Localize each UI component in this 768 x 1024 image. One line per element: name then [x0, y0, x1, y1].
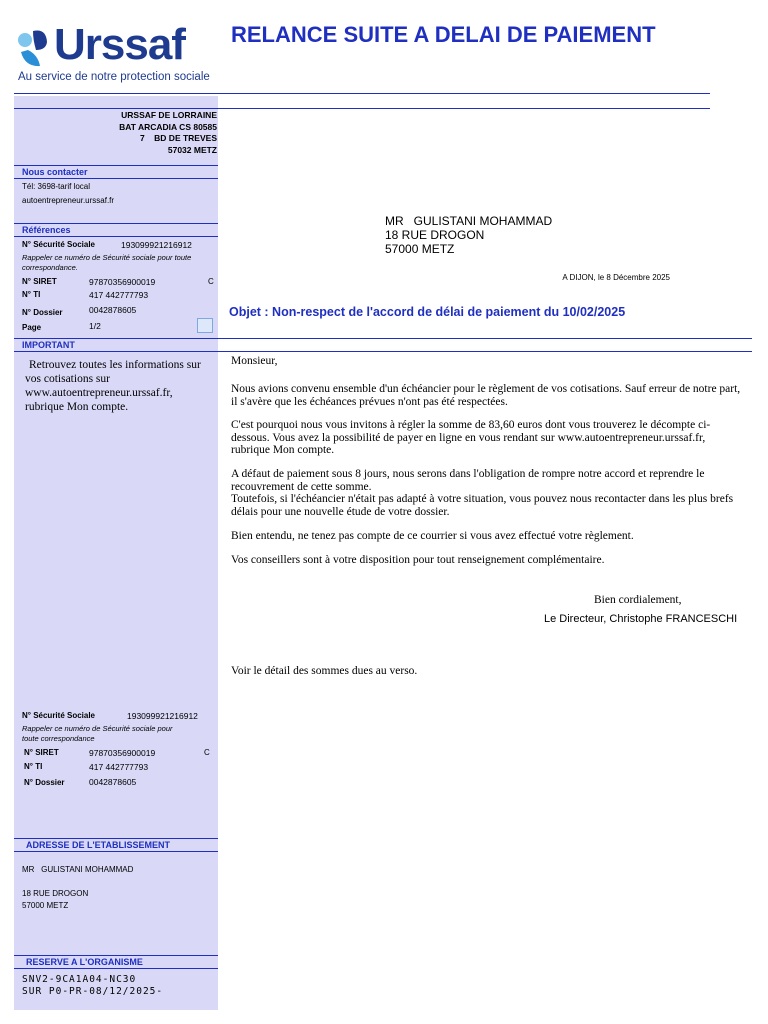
important-text: Retrouvez toutes les informations sur vos cotisations sur www.autoentrepreneur.urssaf.fr, rubrique Mon compte. [25, 359, 201, 413]
secu-value: 193099921216912 [121, 240, 192, 250]
header-rule [14, 93, 710, 94]
letter-subject: Objet : Non-respect de l'accord de délai de paiement du 10/02/2025 [229, 305, 626, 319]
letter-paragraph-4: Bien entendu, ne tenez pas compte de ce courrier si vous avez effectué votre règlement. [231, 530, 634, 542]
sender-address [14, 110, 217, 156]
siret-label-2: N° SIRET [24, 748, 59, 757]
important-rule-2 [218, 351, 752, 352]
contact-section-heading: Nous contacter [14, 165, 218, 179]
secu-note-2: Rappeler ce numéro de Sécurité sociale pour toute correspondance [22, 724, 173, 743]
siret-value-2: 97870356900019 [89, 748, 156, 758]
siret-key-2: C [204, 748, 210, 757]
letter-paragraph-2: C'est pourquoi nous vous invitons à régler la somme de 83,60 euros dont vous trouverez le décompte ci-dessous. Vous avez la possibilité de payer en ligne en vous rendant sur www.autoentrepreneur.urssaf.fr, rubrique Mon compte. [231, 419, 711, 456]
checkbox-box [197, 318, 213, 333]
establishment-section-heading: ADRESSE DE L'ETABLISSEMENT [14, 838, 218, 852]
sidebar-top-rule [14, 108, 710, 109]
sender-line-1: URSSAF DE LORRAINE [121, 110, 217, 120]
recipient-line-3: 57000 METZ [385, 242, 455, 256]
ti-value-2: 417 442777793 [89, 762, 149, 772]
siret-key: C [208, 277, 214, 286]
siret-value: 97870356900019 [89, 277, 156, 287]
page-label: Page [22, 323, 42, 332]
reserve-line-1: SNV2-9CA1A04-NC30 [22, 974, 137, 985]
letter-paragraph-3b: Toutefois, si l'échéancier n'était pas adapté à votre situation, vous pouvez nous recontacter dans les plus brefs délais pour une nouvelle étude de votre dossier. [231, 493, 734, 518]
reserve-section-heading: RESERVE A L'ORGANISME [14, 955, 218, 969]
dossier-label-2: N° Dossier [24, 778, 65, 787]
ti-label: N° TI [22, 290, 41, 299]
document-title: RELANCE SUITE A DELAI DE PAIEMENT [231, 22, 656, 47]
letter-date: A DIJON, le 8 Décembre 2025 [562, 273, 670, 282]
ti-label-2: N° TI [24, 762, 43, 771]
dossier-value-2: 0042878605 [89, 777, 137, 787]
logo-tagline: Au service de notre protection sociale [18, 71, 210, 83]
important-section-heading: IMPORTANT [14, 338, 218, 352]
secu-value-2: 193099921216912 [127, 711, 198, 721]
secu-label: N° Sécurité Sociale [22, 240, 96, 249]
secu-note: Rappeler ce numéro de Sécurité sociale pour toute correspondance. [22, 253, 192, 272]
establishment-name: MR GULISTANI MOHAMMAD [22, 865, 134, 874]
logo-brand: Urssaf [54, 20, 185, 69]
recipient-line-2: 18 RUE DROGON [385, 228, 485, 242]
sender-line-2: BAT ARCADIA CS 80585 [119, 121, 217, 132]
letter-closing: Bien cordialement, [594, 594, 682, 606]
letter-signatory: Le Directeur, Christophe FRANCESCHI [544, 613, 738, 625]
letter-verso-note: Voir le détail des sommes dues au verso. [231, 665, 418, 677]
sender-line-3: 7 BD DE TREVES [140, 133, 217, 143]
letter-paragraph-1: Nous avions convenu ensemble d'un échéancier pour le règlement de vos cotisations. Sauf erreur de notre part, il s'avère que les échéances prévues n'ont pas été respectées. [231, 383, 741, 408]
establishment-line-3: 57000 METZ [22, 901, 69, 910]
contact-phone: Tél: 3698-tarif local [22, 182, 91, 191]
important-rule [218, 338, 752, 339]
recipient-address [385, 214, 552, 256]
reserve-line-2: SUR P0-PR-08/12/2025- [22, 986, 164, 997]
dossier-label: N° Dossier [22, 308, 63, 317]
siret-label: N° SIRET [22, 277, 57, 286]
letter-paragraph-5: Vos conseillers sont à votre disposition pour tout renseignement complémentaire. [231, 554, 605, 566]
letter-paragraph-3a: A défaut de paiement sous 8 jours, nous serons dans l'obligation de rompre notre accord et reprendre le recouvrement de cette somme. [231, 468, 705, 493]
references-section-heading: Références [14, 223, 218, 237]
urssaf-logo [16, 20, 221, 88]
secu-label-2: N° Sécurité Sociale [22, 711, 96, 720]
dossier-value: 0042878605 [89, 305, 137, 315]
sender-line-4: 57032 METZ [167, 144, 217, 155]
letter-salutation: Monsieur, [231, 355, 278, 367]
establishment-line-2: 18 RUE DROGON [22, 889, 89, 898]
contact-website: autoentrepreneur.urssaf.fr [22, 196, 115, 205]
recipient-line-1: MR GULISTANI MOHAMMAD [385, 214, 553, 228]
page-value: 1/2 [89, 321, 101, 331]
ti-value: 417 442777793 [89, 290, 149, 300]
